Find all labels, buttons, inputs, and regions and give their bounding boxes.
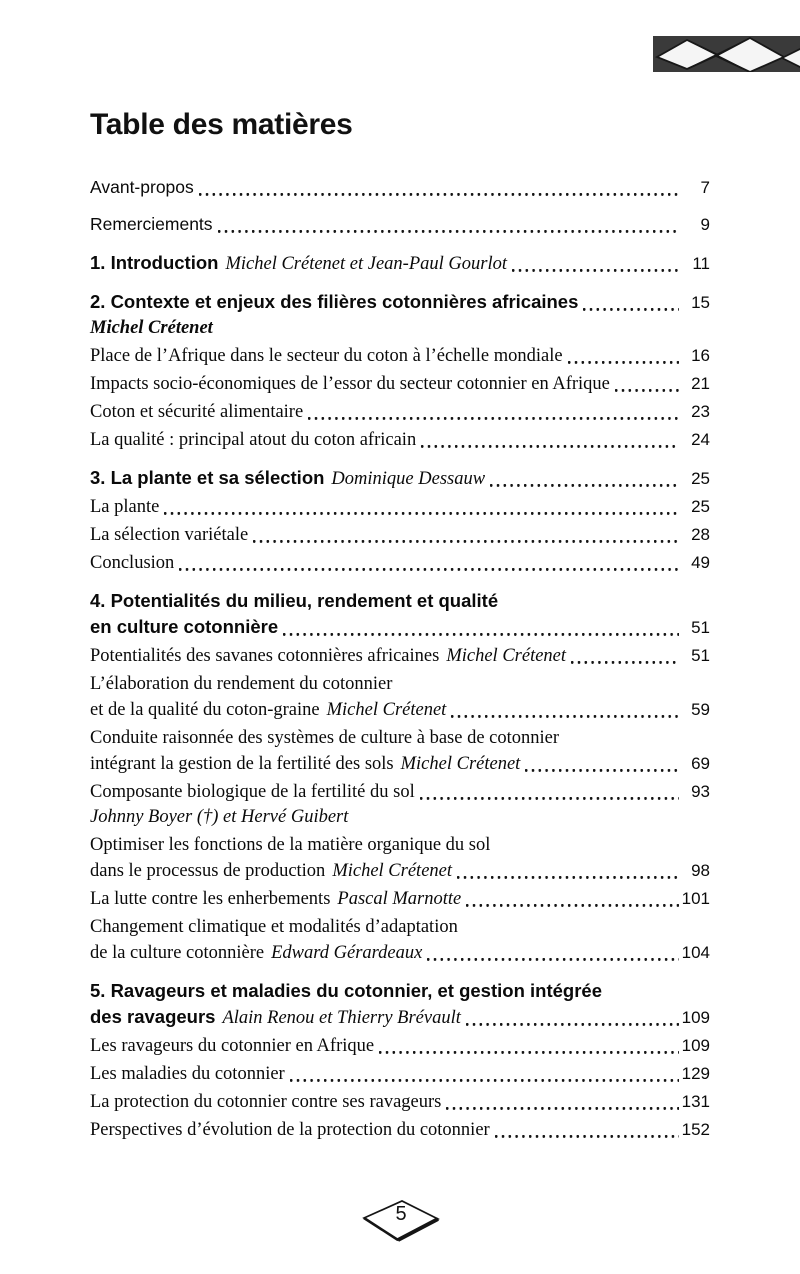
dot-leader: [525, 768, 679, 772]
toc-entry-row: [90, 697, 710, 723]
toc-entry-row: [90, 779, 710, 805]
toc-entry-row: [90, 550, 710, 576]
toc-entry-line: [90, 978, 710, 1004]
toc-entry-page-number: 51: [691, 618, 710, 637]
dot-leader: [571, 660, 679, 664]
toc-entry-author: Michel Crétenet: [326, 700, 447, 720]
toc-entry-page-number: 16: [691, 346, 710, 365]
toc-entry-page-number: 104: [681, 943, 710, 962]
toc-entry-page-number: 109: [681, 1008, 710, 1027]
toc-entry-author: Dominique Dessauw: [331, 469, 486, 489]
toc-entry-page-number: 49: [691, 553, 710, 572]
toc-entry-row: [90, 643, 710, 669]
folio-page-number: 5: [395, 1203, 407, 1225]
dot-leader: [421, 444, 679, 448]
toc-entry: [90, 371, 710, 397]
toc-entry: [90, 343, 710, 369]
toc-entry: [90, 211, 710, 238]
dot-leader: [253, 539, 679, 543]
toc-entry: [90, 978, 710, 1031]
toc-entry-line: [90, 725, 710, 751]
toc-entry-title: Potentialités des savanes cotonnières africaines: [90, 646, 440, 666]
toc-entry-page-number: 28: [691, 525, 710, 544]
toc-entry-row: [90, 858, 710, 884]
dot-leader: [512, 268, 679, 272]
toc-entry-row: [90, 751, 710, 777]
toc-entry-title: 1. Introduction: [90, 252, 219, 273]
toc-entry: [90, 1033, 710, 1059]
toc-entry-author: Johnny Boyer (†) et Hervé Guibert: [90, 807, 349, 827]
toc-entry-title: Conduite raisonnée des systèmes de culture à base de cotonnier: [90, 728, 560, 748]
toc-entry-line: [90, 588, 710, 614]
dot-leader: [583, 307, 679, 311]
toc-entry: [90, 1061, 710, 1087]
toc-entry-row: [90, 427, 710, 453]
toc-entry: [90, 522, 710, 548]
toc-entry: [90, 550, 710, 576]
toc-entry-page-number: 51: [691, 646, 710, 665]
dot-leader: [308, 416, 679, 420]
dot-leader: [451, 714, 679, 718]
toc-entry-title: La protection du cotonnier contre ses ravageurs: [90, 1092, 442, 1112]
dot-leader: [615, 388, 679, 392]
toc-entry-title: La plante: [90, 497, 160, 517]
toc-entry-row: [90, 211, 710, 238]
toc-entry-page-number: 93: [691, 782, 710, 801]
toc-entry-row: [90, 465, 710, 492]
toc-entry: [90, 914, 710, 966]
toc-entry: [90, 779, 710, 830]
dot-leader: [420, 796, 679, 800]
toc-entry-row: [90, 614, 710, 641]
toc-entry-page-number: 129: [681, 1064, 710, 1083]
toc-entry-author: Pascal Marnotte: [337, 889, 462, 909]
toc-entry-title: Composante biologique de la fertilité du sol: [90, 782, 415, 802]
toc-entry-page-number: 59: [691, 700, 710, 719]
toc-entry-author: Michel Crétenet et Jean-Paul Gourlot: [225, 254, 507, 274]
page-title: Table des matières: [90, 108, 353, 141]
toc-entry-row: [90, 371, 710, 397]
dot-leader: [490, 483, 679, 487]
diamond-ribbon-ornament: [653, 36, 800, 72]
toc-entry-row: [90, 250, 710, 277]
toc-entry-title: Coton et sécurité alimentaire: [90, 402, 304, 422]
toc-entry-author: Michel Crétenet: [446, 646, 567, 666]
toc-entry-title: La qualité : principal atout du coton africain: [90, 430, 417, 450]
dot-leader: [427, 957, 678, 961]
toc-entry-author: Alain Renou et Thierry Brévault: [222, 1008, 461, 1028]
dot-leader: [290, 1078, 679, 1082]
toc-entry-page-number: 15: [691, 293, 710, 312]
dot-leader: [164, 511, 679, 515]
toc-entry-title: Conclusion: [90, 553, 175, 573]
toc-entry: [90, 174, 710, 201]
toc-entry-title: Place de l’Afrique dans le secteur du coton à l’échelle mondiale: [90, 346, 563, 366]
toc-entry-line: [90, 832, 710, 858]
dot-leader: [218, 229, 679, 233]
toc-entry-line: [90, 914, 710, 940]
toc-entry-row: [90, 1033, 710, 1059]
dot-leader: [495, 1134, 679, 1138]
diamond-ribbon-svg: [653, 36, 800, 72]
toc-entry: [90, 465, 710, 492]
toc-entry-page-number: 25: [691, 497, 710, 516]
toc-entry-title: Optimiser les fonctions de la matière organique du sol: [90, 835, 491, 855]
toc-entry-row: [90, 522, 710, 548]
toc-entry: [90, 886, 710, 912]
toc-entry-title: 2. Contexte et enjeux des filières cotonnières africaines: [90, 291, 579, 312]
toc-entry-author: Michel Crétenet: [332, 861, 453, 881]
toc-entry-row: [90, 1061, 710, 1087]
toc-entry-page-number: 11: [692, 254, 710, 273]
dot-leader: [568, 360, 679, 364]
toc-entry-title: 4. Potentialités du milieu, rendement et qualité: [90, 590, 499, 611]
toc-entry-title: et de la qualité du coton-graine: [90, 700, 320, 720]
toc-entry-title: Remerciements: [90, 214, 213, 234]
toc-entry-title: Impacts socio-économiques de l’essor du secteur cotonnier en Afrique: [90, 374, 610, 394]
toc-entry: [90, 427, 710, 453]
dot-leader: [466, 903, 678, 907]
toc-entry: [90, 725, 710, 777]
toc-entry-title: de la culture cotonnière: [90, 943, 265, 963]
toc-entry-title: Perspectives d’évolution de la protection du cotonnier: [90, 1120, 490, 1140]
toc-entry-page-number: 152: [681, 1120, 710, 1139]
toc-entry-line: [90, 671, 710, 697]
toc-entry-row: [90, 940, 710, 966]
toc-entry-page-number: 98: [691, 861, 710, 880]
toc-entry-title: La sélection variétale: [90, 525, 249, 545]
toc-entry-page-number: 23: [691, 402, 710, 421]
toc-entry-title: dans le processus de production: [90, 861, 326, 881]
dot-leader: [283, 632, 679, 636]
toc-entry-title: Les maladies du cotonnier: [90, 1064, 285, 1084]
dot-leader: [466, 1022, 679, 1026]
toc-entry-row: [90, 174, 710, 201]
toc-content: [90, 108, 710, 1145]
toc-entry-page-number: 109: [681, 1036, 710, 1055]
toc-entry: [90, 832, 710, 884]
toc-entry-title: intégrant la gestion de la fertilité des sols: [90, 754, 394, 774]
toc-entry: [90, 494, 710, 520]
toc-entry-page-number: 131: [681, 1092, 710, 1111]
toc-entry-author: Edward Gérardeaux: [271, 943, 423, 963]
toc-entry-page-number: 69: [691, 754, 710, 773]
toc-entry-row: [90, 886, 710, 912]
toc-entry: [90, 1089, 710, 1115]
dot-leader: [457, 875, 679, 879]
toc-entry-page-number: 25: [691, 469, 710, 488]
toc-entry-row: [90, 289, 710, 316]
toc-entry-title: Changement climatique et modalités d’adaptation: [90, 917, 458, 937]
toc-entry-page-number: 9: [700, 215, 710, 234]
toc-entry: [90, 588, 710, 641]
table-of-contents: [90, 174, 710, 1143]
dot-leader: [379, 1050, 679, 1054]
toc-entry-row: [90, 343, 710, 369]
toc-entry: [90, 289, 710, 341]
toc-entry-author: Michel Crétenet: [400, 754, 521, 774]
dot-leader: [199, 192, 679, 196]
toc-entry: [90, 671, 710, 723]
toc-entry-page-number: 24: [691, 430, 710, 449]
toc-entry-title: 3. La plante et sa sélection: [90, 467, 325, 488]
page-number-diamond: [360, 1197, 442, 1245]
toc-entry-page-number: 7: [700, 178, 710, 197]
toc-entry: [90, 643, 710, 669]
toc-entry-row: [90, 1117, 710, 1143]
toc-entry-row: [90, 1004, 710, 1031]
toc-entry: [90, 250, 710, 277]
toc-entry-title: Avant-propos: [90, 177, 194, 197]
toc-entry: [90, 399, 710, 425]
toc-entry-title: L’élaboration du rendement du cotonnier: [90, 674, 393, 694]
dot-leader: [446, 1106, 678, 1110]
toc-entry-author: Michel Crétenet: [90, 318, 213, 338]
dot-leader: [179, 567, 679, 571]
toc-entry-row: [90, 399, 710, 425]
toc-entry-title: 5. Ravageurs et maladies du cotonnier, et gestion intégrée: [90, 980, 602, 1001]
toc-entry-row: [90, 494, 710, 520]
toc-entry-title: La lutte contre les enherbements: [90, 889, 331, 909]
toc-entry-title: en culture cotonnière: [90, 616, 279, 637]
toc-entry-row: [90, 1089, 710, 1115]
toc-entry-page-number: 21: [691, 374, 710, 393]
toc-entry-title: des ravageurs: [90, 1006, 216, 1027]
toc-entry-page-number: 101: [681, 889, 710, 908]
toc-entry-title: Les ravageurs du cotonnier en Afrique: [90, 1036, 375, 1056]
toc-entry: [90, 1117, 710, 1143]
